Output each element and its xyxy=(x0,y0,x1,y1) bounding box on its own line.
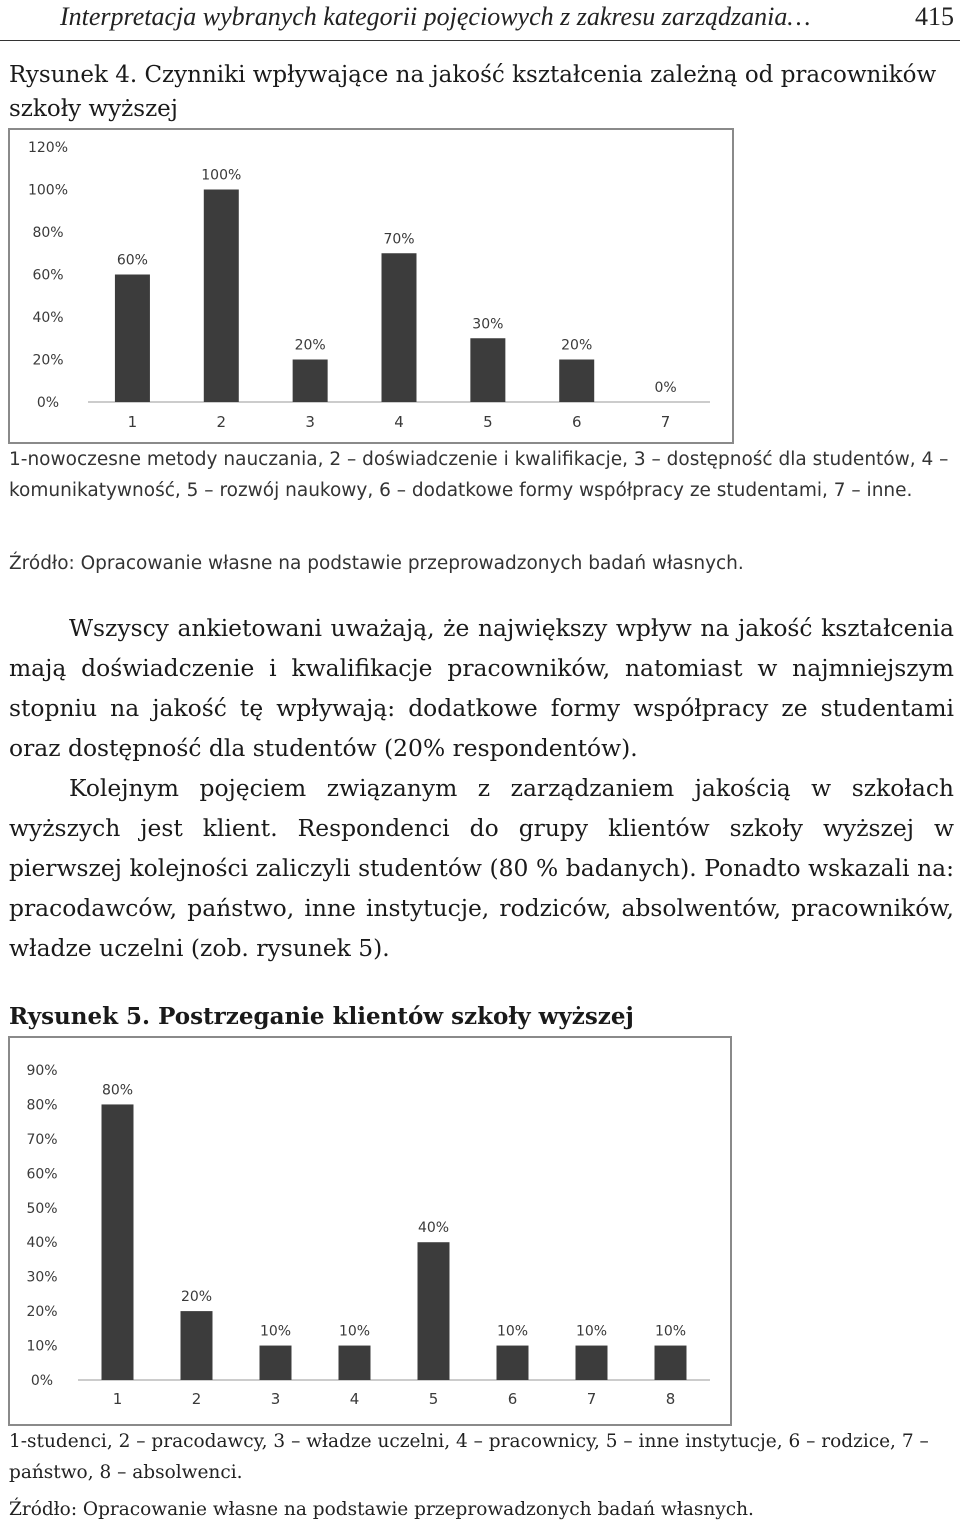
figure4-bar xyxy=(115,275,150,403)
figure5-data-label: 10% xyxy=(654,1323,687,1340)
figure4-category-label: 5 xyxy=(483,413,493,431)
figure4-bar xyxy=(470,338,505,402)
figure4-category-label: 4 xyxy=(394,413,404,431)
figure4-legend: 1-nowoczesne metody nauczania, 2 – doświadczenie i kwalifikacje, 3 – dostępność dla studentów, 4 – komunikatywność, 5 – rozwój naukowy, 6 – dodatkowe formy współpracy ze studentami, 7 – inne. xyxy=(9,449,949,501)
figure5-category-label: 3 xyxy=(270,1390,281,1408)
figure5-bar xyxy=(339,1346,371,1380)
figure5-data-label: 10% xyxy=(338,1323,371,1340)
figure4-category-label: 2 xyxy=(216,413,227,431)
figure5-chart xyxy=(10,1038,730,1424)
figure4-y-tick-label: 0% xyxy=(36,395,60,411)
figure4-bar xyxy=(559,360,594,403)
figure5-bar xyxy=(102,1104,134,1380)
figure5-bar xyxy=(576,1346,608,1380)
figure5-category-label: 2 xyxy=(191,1390,202,1408)
figure4-data-label: 100% xyxy=(201,167,242,184)
figure5-bar xyxy=(418,1242,450,1380)
figure4-bar xyxy=(204,190,239,403)
figure4-data-label: 30% xyxy=(472,316,504,333)
figure5-legend: 1-studenci, 2 – pracodawcy, 3 – władze uczelni, 4 – pracownicy, 5 – inne instytucje, 6 – rodzice, 7 – państwo, 8 – absolwenci. xyxy=(9,1431,929,1483)
figure5-data-label: 80% xyxy=(101,1082,134,1099)
figure4-bar xyxy=(382,253,417,402)
figure5-data-label: 20% xyxy=(180,1289,213,1306)
figure5-category-label: 1 xyxy=(112,1390,123,1408)
figure5-bar xyxy=(655,1346,687,1380)
figure5-data-label: 10% xyxy=(496,1323,529,1340)
figure5-source: Źródło: Opracowanie własne na podstawie przeprowadzonych badań własnych. xyxy=(9,1499,754,1520)
figure5-y-tick-label: 70% xyxy=(26,1131,58,1148)
figure4-y-tick-label: 100% xyxy=(27,182,69,199)
figure4-category-label: 6 xyxy=(571,413,582,431)
figure4-chart xyxy=(10,130,732,442)
figure5-y-tick-label: 10% xyxy=(26,1338,58,1355)
figure5-category-label: 4 xyxy=(349,1390,360,1408)
figure5-data-label: 10% xyxy=(575,1323,608,1340)
figure4-y-tick-label: 40% xyxy=(32,310,64,326)
figure5-bar xyxy=(181,1311,213,1380)
figure4-category-label: 7 xyxy=(660,413,671,431)
body-paragraph-2: Kolejnym pojęciem związanym z zarządzaniem jakością w szkołach wyższych jest klient. Respondenci do grupy klientów szkoły wyższej w pierwszej kolejności zaliczyli studentów (80 % badanych). Ponadto wskazali na: pracodawców, państwo, inne instytucje, rodziców, absolwentów, pracowników, władze uczelni (zob. rysunek 5). xyxy=(9,774,954,962)
figure5-y-tick-label: 40% xyxy=(26,1235,58,1252)
figure5-title: Postrzeganie klientów szkoły wyższej xyxy=(158,1003,634,1030)
figure5-bar xyxy=(497,1346,529,1380)
figure4-caption xyxy=(9,58,954,126)
figure4-y-tick-label: 120% xyxy=(27,140,69,156)
figure4-data-label: 60% xyxy=(116,252,148,269)
figure5-data-label: 10% xyxy=(259,1323,292,1340)
figure4-label: Rysunek 4. xyxy=(9,62,138,88)
figure5-chart-frame xyxy=(8,1036,732,1426)
body-paragraph-1: Wszyscy ankietowani uważają, że największy wpływ na jakość kształcenia mają doświadczenie i kwalifikacje pracowników, natomiast w najmniejszym stopniu na jakość tę wpływają: dodatkowe formy współpracy ze studentami oraz dostępność dla studentów (20% respondentów). xyxy=(9,614,954,762)
figure5-category-label: 7 xyxy=(586,1390,597,1408)
figure5-bar xyxy=(260,1346,292,1380)
figure5-category-label: 5 xyxy=(428,1390,439,1408)
figure5-category-label: 6 xyxy=(507,1390,518,1408)
figure4-source: Źródło: Opracowanie własne na podstawie przeprowadzonych badań własnych. xyxy=(9,553,744,574)
running-title: Interpretacja wybranych kategorii pojęciowych z zakresu zarządzania… xyxy=(60,2,811,31)
figure5-label: Rysunek 5. xyxy=(9,1003,151,1030)
figure4-data-label: 20% xyxy=(294,337,326,354)
figure4-category-label: 3 xyxy=(305,413,315,431)
figure4-y-tick-label: 80% xyxy=(32,225,64,241)
figure5-y-tick-label: 20% xyxy=(26,1304,58,1321)
page-number: 415 xyxy=(915,2,954,31)
figure4-data-label: 70% xyxy=(383,231,415,248)
figure5-y-tick-label: 30% xyxy=(26,1269,58,1286)
figure4-category-label: 1 xyxy=(127,413,138,431)
figure4-chart-frame xyxy=(8,128,734,444)
figure5-y-tick-label: 60% xyxy=(26,1166,58,1183)
figure5-y-tick-label: 50% xyxy=(26,1200,58,1217)
figure5-y-tick-label: 80% xyxy=(26,1097,58,1114)
figure4-bar xyxy=(293,360,328,403)
figure4-data-label: 0% xyxy=(654,380,677,396)
figure4-title: Czynniki wpływające na jakość kształcenia zależną od pracowników szkoły wyższej xyxy=(9,62,937,122)
figure4-data-label: 20% xyxy=(561,337,593,354)
figure5-y-tick-label: 0% xyxy=(30,1373,54,1389)
body-text xyxy=(9,608,954,968)
running-header xyxy=(0,0,960,41)
figure5-category-label: 8 xyxy=(665,1390,676,1408)
figure5-y-tick-label: 90% xyxy=(26,1063,58,1079)
figure4-y-tick-label: 20% xyxy=(32,352,64,369)
figure5-caption xyxy=(9,1000,634,1034)
figure5-data-label: 40% xyxy=(417,1220,450,1237)
figure4-y-tick-label: 60% xyxy=(32,267,64,284)
